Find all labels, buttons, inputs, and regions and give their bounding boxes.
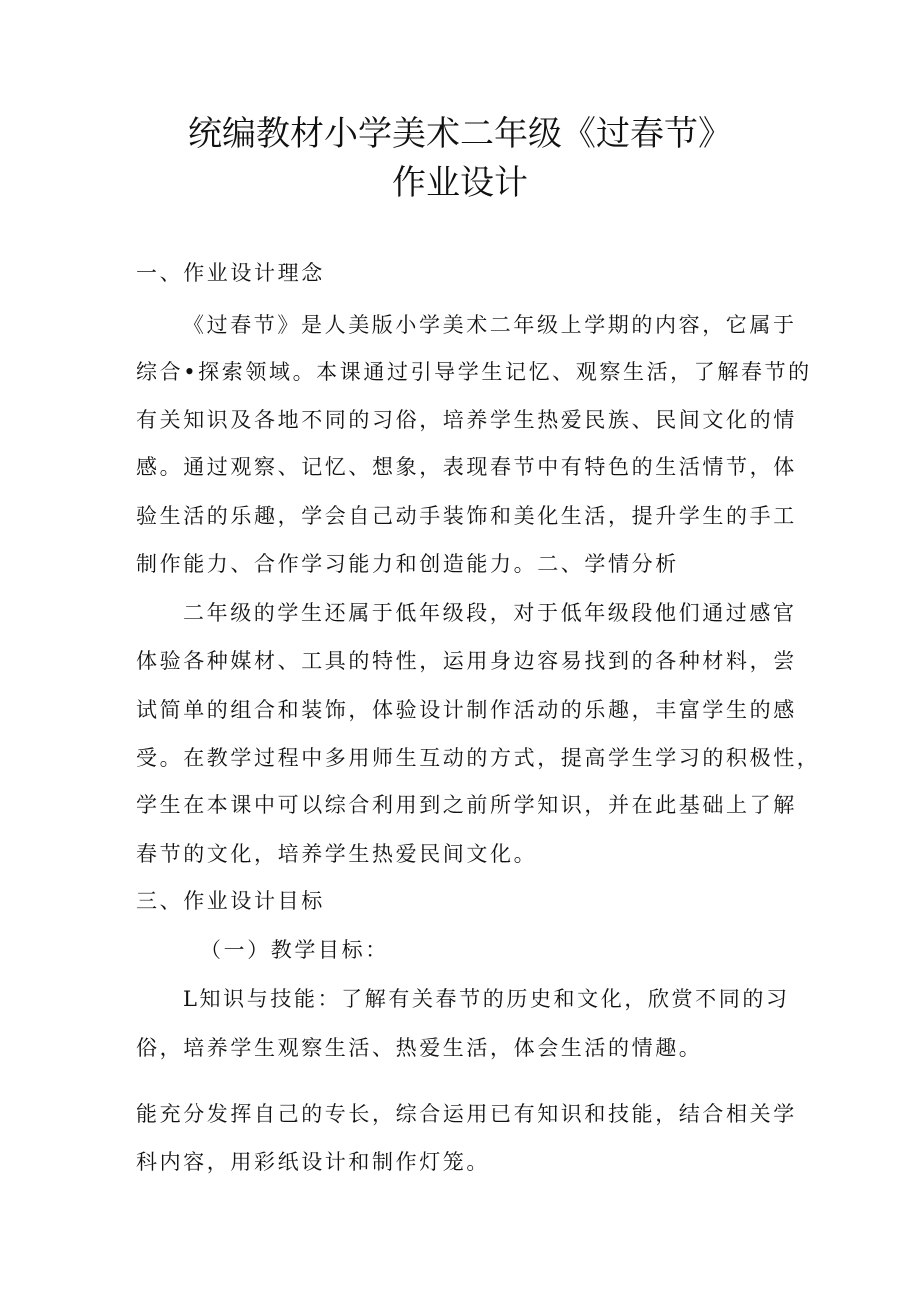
document-title: 统编教材小学美术二年级《过春节》	[188, 114, 732, 154]
paragraph-line: 俗，培养学生观察生活、热爱生活，体会生活的情趣。	[136, 1036, 703, 1060]
paragraph-line: 验生活的乐趣，学会自己动手装饰和美化生活，提升学生的手工	[136, 504, 797, 528]
section-heading-1: 一、作业设计理念	[136, 261, 325, 285]
paragraph-line: 《过春节》是人美版小学美术二年级上学期的内容，它属于	[183, 313, 797, 337]
subsection-heading: （一）教学目标：	[200, 938, 389, 962]
paragraph-line: 有关知识及各地不同的习俗，培养学生热爱民族、民间文化的情	[136, 408, 797, 432]
paragraph-line: 二年级的学生还属于低年级段，对于低年级段他们通过感官	[183, 601, 797, 625]
paragraph-line: 科内容，用彩纸设计和制作灯笼。	[136, 1150, 490, 1174]
paragraph-line: 受。在教学过程中多用师生互动的方式，提高学生学习的积极性，	[136, 746, 821, 770]
paragraph-line: 试简单的组合和装饰，体验设计制作活动的乐趣，丰富学生的感	[136, 698, 797, 722]
paragraph-line: 春节的文化，培养学生热爱民间文化。	[136, 842, 538, 866]
paragraph-line: 制作能力、合作学习能力和创造能力。二、学情分析	[136, 552, 679, 576]
section-heading-3: 三、作业设计目标	[136, 889, 325, 913]
document-subtitle: 作业设计	[392, 163, 528, 203]
paragraph-line: 能充分发挥自己的专长，综合运用已有知识和技能，结合相关学	[136, 1102, 797, 1126]
paragraph-line: 体验各种媒材、工具的特性，运用身边容易找到的各种材料，尝	[136, 649, 797, 673]
paragraph-line: L知识与技能：了解有关春节的历史和文化，欣赏不同的习	[183, 987, 790, 1011]
paragraph-line: 学生在本课中可以综合利用到之前所学知识，并在此基础上了解	[136, 793, 797, 817]
paragraph-line: 综合•探索领域。本课通过引导学生记忆、观察生活，了解春节的	[136, 360, 812, 384]
paragraph-line: 感。通过观察、记忆、想象，表现春节中有特色的生活情节，体	[136, 455, 797, 479]
